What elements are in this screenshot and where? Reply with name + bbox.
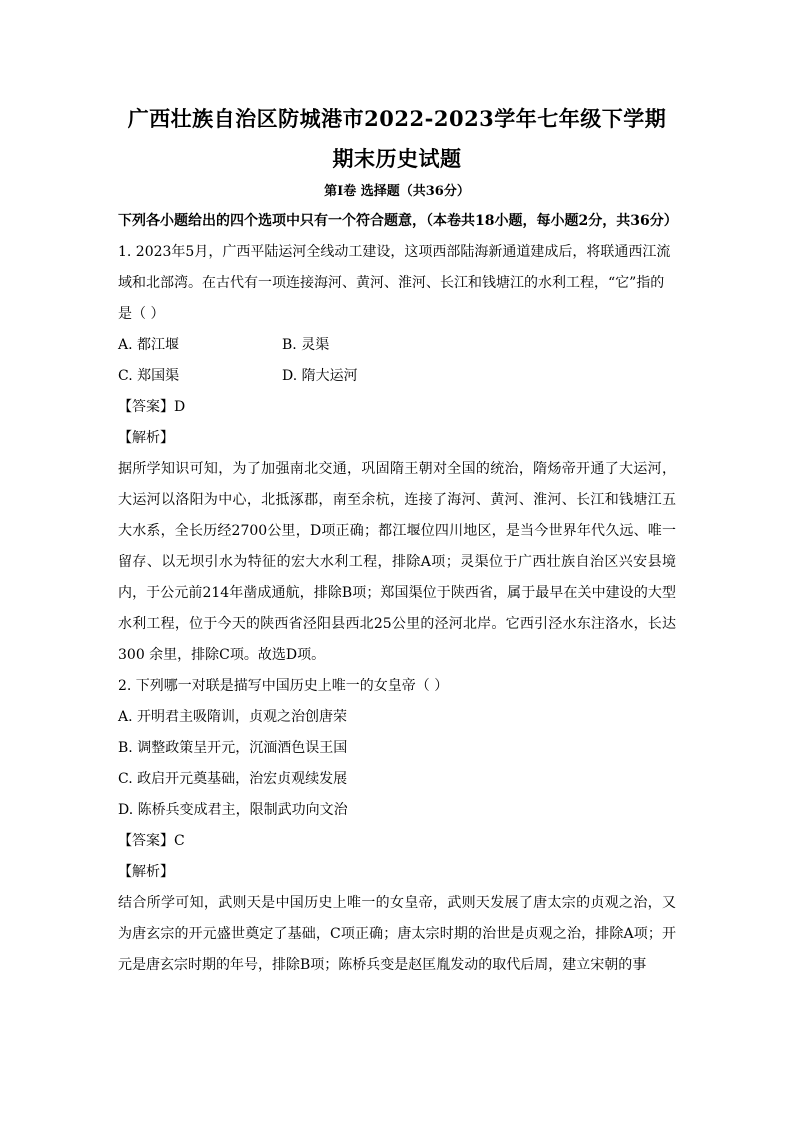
analysis-label: 【解析】: [118, 864, 174, 880]
option-a: A. 都江堰: [118, 337, 180, 353]
analysis-text: 结合所学可知，武则天是中国历史上唯一的女皇帝，武则天发展了唐太宗的贞观之治，又为唐玄宗的开元盛世奠定了基础，C项正确；唐太宗时期的治世是贞观之治，排除A项；开元是唐玄宗时期的年号，排除B项；陈桥兵变是赵匡胤发动的取代后周，建立宋朝的事: [118, 895, 676, 973]
section-instruction: 下列各小题给出的四个选项中只有一个符合题意，（本卷共18小题，每小题2分，共36分）: [118, 213, 678, 229]
exam-page: [118, 100, 676, 981]
options-row: [118, 330, 676, 361]
title-line-1: 广西壮族自治区防城港市2022-2023学年七年级下学期: [127, 106, 667, 131]
options-row: [118, 361, 676, 392]
question-stem: 1. 2023年5月，广西平陆运河全线动工建设，这项西部陆海新通道建成后，将联通西江流域和北部湾。在古代有一项连接海河、黄河、淮河、长江和钱塘江的水利工程，“它”指的是（ ）: [118, 244, 671, 322]
question-stem: 2. 下列哪一对联是描写中国历史上唯一的女皇帝（ ）: [118, 678, 449, 694]
answer-label: 【答案】D: [118, 399, 186, 415]
option-b: B. 灵渠: [282, 337, 330, 353]
option-d: D. 隋大运河: [282, 368, 358, 384]
answer-label: 【答案】C: [118, 833, 185, 849]
question-2: [118, 671, 676, 981]
option-c: C. 政启开元奠基础，治宏贞观续发展: [118, 771, 348, 787]
question-1: [118, 237, 676, 671]
option-b: B. 调整政策呈开元，沉湎酒色误王国: [118, 740, 348, 756]
document-title: [118, 100, 676, 178]
title-line-2: 期末历史试题: [332, 146, 462, 171]
analysis-text: 据所学知识可知，为了加强南北交通，巩固隋王朝对全国的统治，隋炀帝开通了大运河，大运河以洛阳为中心，北抵涿郡，南至余杭，连接了海河、黄河、淮河、长江和钱塘江五大水系，全长历经2700公里，D项正确；都江堰位四川地区，是当今世界年代久远、唯一留存、以无坝引水为特征的宏大水利工程，排除A项；灵渠位于广西壮族自治区兴安县境内，于公元前214年凿成通航，排除B项；郑国渠位于陕西省，属于最早在关中建设的大型水利工程，位于今天的陕西省泾阳县西北25公里的泾河北岸。它西引泾水东注洛水，长达 300 余里，排除C项。故选D项。: [118, 461, 676, 663]
option-c: C. 郑国渠: [118, 368, 180, 384]
option-a: A. 开明君主吸隋训，贞观之治创唐荣: [118, 709, 348, 725]
analysis-label: 【解析】: [118, 430, 174, 446]
option-d: D. 陈桥兵变成君主，限制武功向文治: [118, 802, 348, 818]
section-heading: 第Ⅰ卷 选择题（共36分）: [324, 184, 470, 199]
